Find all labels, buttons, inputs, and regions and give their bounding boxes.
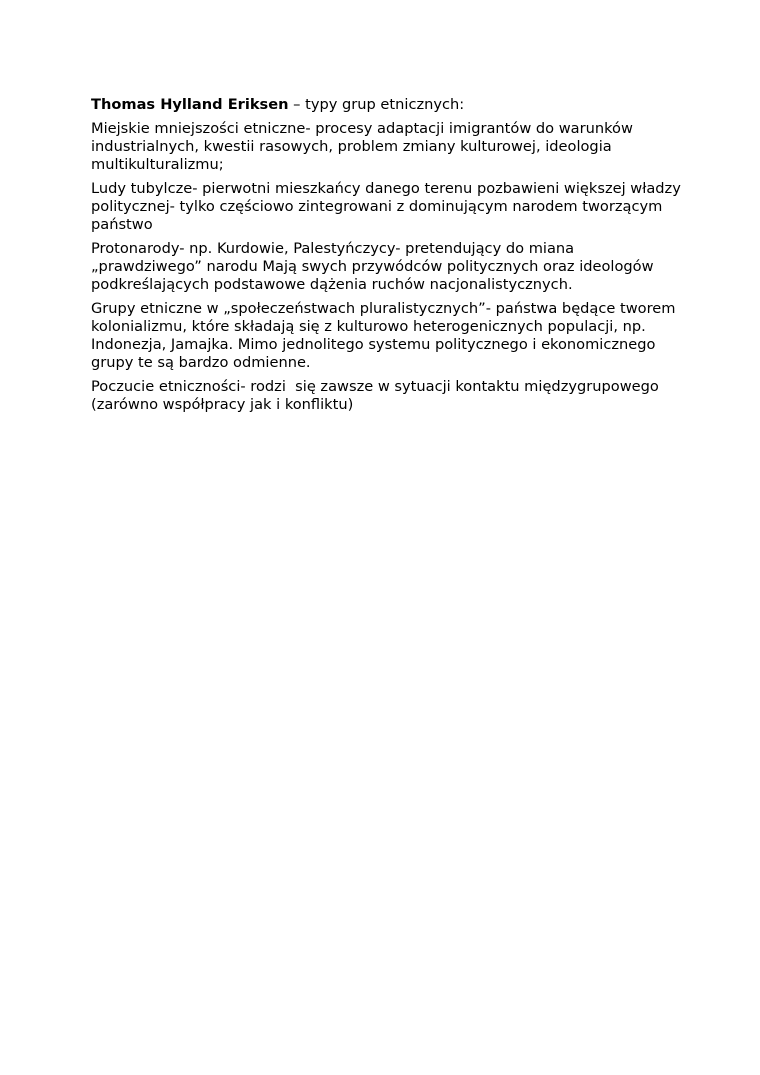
- paragraph-urban-minorities: Miejskie mniejszości etniczne- procesy adaptacji imigrantów do warunków industrialnych, kwestii rasowych, problem zmiany kulturowej, ideologia multikulturalizmu;: [91, 120, 638, 173]
- paragraph-proto-nations: Protonarody- np. Kurdowie, Palestyńczycy- pretendujący do miana „prawdziwego” narodu Mają swych przywódców politycznych oraz ideologów podkreślających podstawowe dążenia ruchów nacjonalistycznych.: [91, 240, 659, 293]
- document-body: [91, 96, 686, 420]
- paragraph-plural-societies: Grupy etniczne w „społeczeństwach pluralistycznych”- państwa będące tworem kolonializmu, które składają się z kulturowo heterogenicznych populacji, np. Indonezja, Jamajka. Mimo jednolitego systemu politycznego i ekonomicznego grupy te są bardzo odmienne.: [91, 300, 681, 371]
- author-name: Thomas Hylland Eriksen: [91, 96, 289, 113]
- paragraph-ethnicity-sense: Poczucie etniczności- rodzi się zawsze w sytuacji kontaktu międzygrupowego (zarówno współpracy jak i konfliktu): [91, 378, 664, 413]
- heading-text: – typy grup etnicznych:: [288, 96, 465, 113]
- heading-paragraph: [91, 96, 681, 114]
- paragraph-indigenous-peoples: Ludy tubylcze- pierwotni mieszkańcy danego terenu pozbawieni większej władzy politycznej- tylko częściowo zintegrowani z dominującym narodem tworzącym państwo: [91, 180, 686, 233]
